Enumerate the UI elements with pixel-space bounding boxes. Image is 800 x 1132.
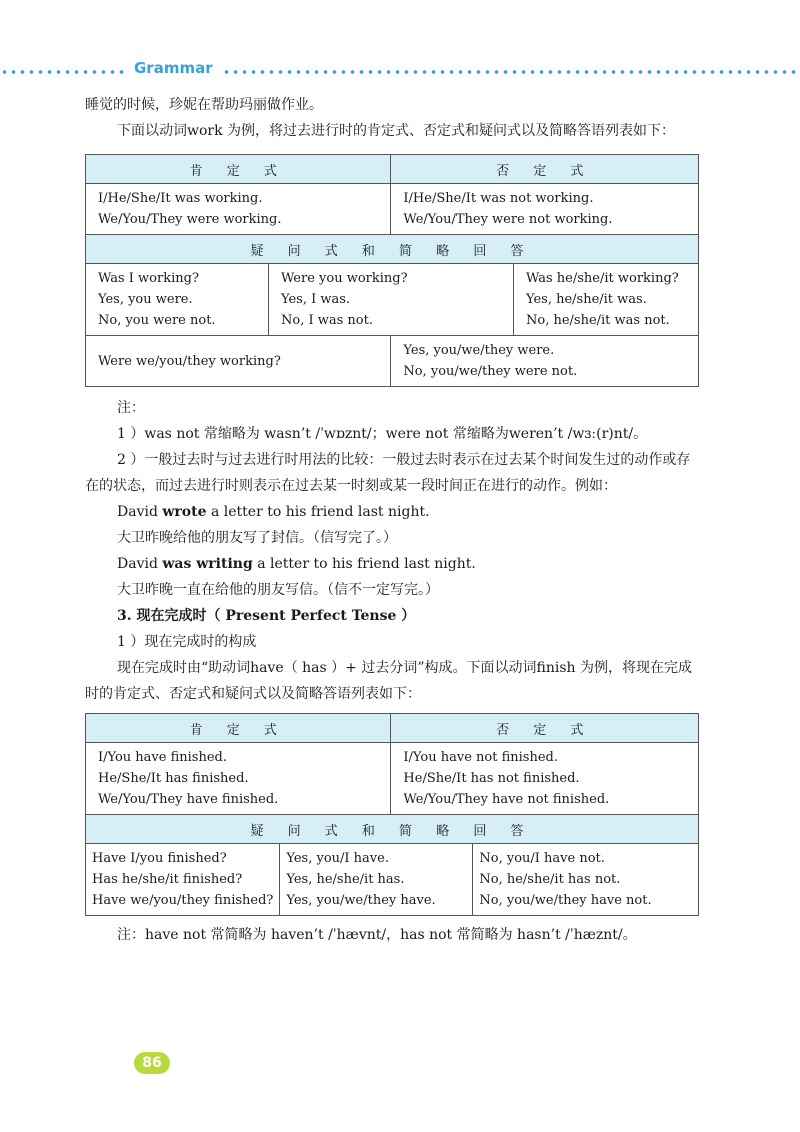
question-row	[86, 264, 699, 336]
question-cell: Have I/you finished? Has he/she/it finished? Have we/you/they finished?	[86, 844, 280, 915]
affirmative-cell: I/He/She/It was working. We/You/They were working.	[86, 184, 391, 235]
question-header: 疑 问 式 和 简 略 回 答	[86, 815, 699, 844]
example-2-translation: 大卫昨晚一直在给他的朋友写信。（信不一定写完。）	[117, 582, 439, 598]
question-cell: Were you working? Yes, I was. No, I was not.	[269, 264, 514, 335]
answer-cell-last: Yes, you/we/they were. No, you/we/they were not.	[391, 336, 699, 387]
section-3-paragraph: 现在完成时由“助动词have（ has ）+ 过去分词”构成。下面以动词finish 为例，将现在完成时的肯定式、否定式和疑问式以及简略答语列表如下：	[85, 660, 692, 702]
note-contractions: 注：have not 常简略为 haven’t /ˈhævnt/，has not 常简略为 hasn’t /ˈhæznt/。	[117, 927, 637, 943]
affirmative-header: 肯 定 式	[86, 155, 391, 184]
question-cell: Was he/she/it working? Yes, he/she/it was. No, he/she/it was not.	[514, 264, 699, 335]
header-dots-left	[0, 70, 128, 74]
negative-header: 否 定 式	[391, 155, 699, 184]
intro-paragraph-1: 睡觉的时候，珍妮在帮助玛丽做作业。	[85, 97, 323, 113]
notes-label: 注：	[117, 400, 145, 416]
question-cell-last: Were we/you/they working?	[86, 336, 391, 387]
question-row	[86, 844, 699, 916]
question-cell: Was I working? Yes, you were. No, you were not.	[86, 264, 269, 335]
negative-cell: I/He/She/It was not working. We/You/They were not working.	[391, 184, 699, 235]
note-1: 1 ）was not 常缩略为 wasn’t /ˈwɒznt/；were not 常缩略为weren’t /wɜː(r)nt/。	[117, 426, 648, 442]
example-1: David wrote a letter to his friend last night. 大卫昨晚给他的朋友写了封信。（信写完了。）	[85, 499, 700, 551]
answer-yes-cell: Yes, you/I have. Yes, he/she/it has. Yes, you/we/they have.	[280, 844, 473, 915]
affirmative-cell: I/You have finished. He/She/It has finished. We/You/They have finished.	[86, 743, 391, 815]
negative-cell: I/You have not finished. He/She/It has not finished. We/You/They have not finished.	[391, 743, 699, 815]
page-number: 86	[134, 1052, 170, 1074]
example-1-translation: 大卫昨晚给他的朋友写了封信。（信写完了。）	[117, 530, 397, 546]
section-3-title: 3. 现在完成时（ Present Perfect Tense ）	[117, 608, 416, 624]
past-continuous-table	[85, 154, 699, 387]
present-perfect-table	[85, 713, 699, 916]
page-content	[85, 92, 700, 948]
note-2: 2 ）一般过去时与过去进行时用法的比较：一般过去时表示在过去某个时间发生过的动作或存在的状态，而过去进行时则表示在过去某一时刻或某一段时间正在进行的动作。例如：	[85, 452, 691, 494]
example-2: David was writing a letter to his friend last night. 大卫昨晚一直在给他的朋友写信。（信不一定写完。）	[85, 551, 700, 603]
section-3-subtitle: 1 ）现在完成时的构成	[117, 634, 257, 650]
negative-header: 否 定 式	[391, 714, 699, 743]
intro-paragraph-2: 下面以动词work 为例，将过去进行时的肯定式、否定式和疑问式以及简略答语列表如下：	[117, 123, 676, 139]
affirmative-header: 肯 定 式	[86, 714, 391, 743]
header-dots-right	[222, 70, 800, 74]
page-header	[0, 58, 800, 84]
answer-no-cell: No, you/I have not. No, he/she/it has not. No, you/we/they have not.	[473, 844, 698, 915]
question-header: 疑 问 式 和 简 略 回 答	[86, 235, 699, 264]
header-title: Grammar	[134, 59, 213, 77]
